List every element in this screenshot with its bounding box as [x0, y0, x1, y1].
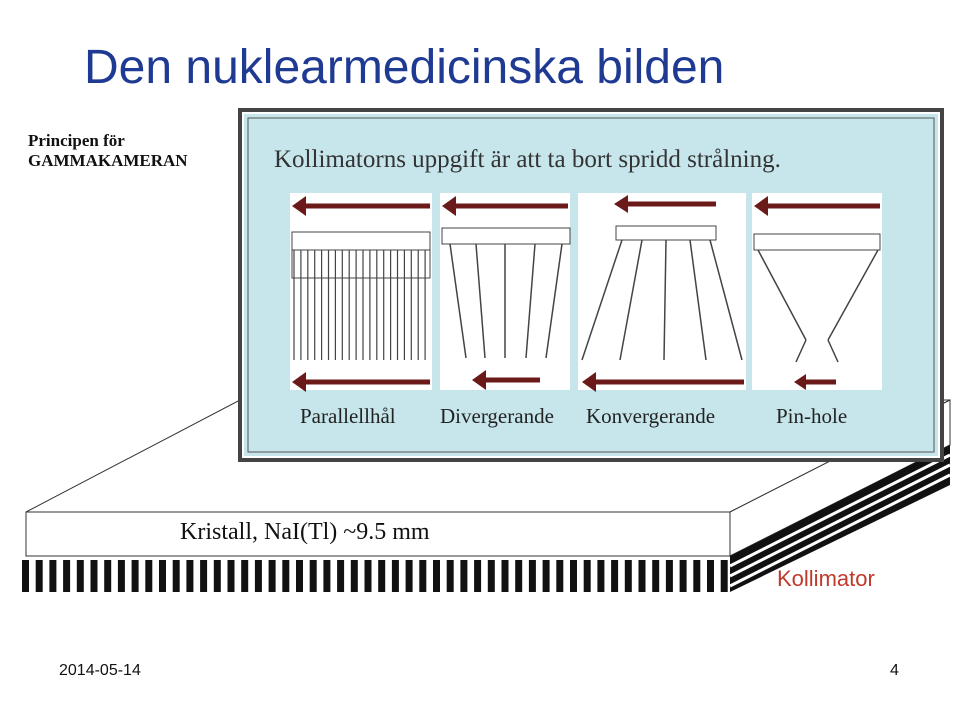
collimator-septum — [255, 560, 262, 592]
slide-title: Den nuklearmedicinska bilden — [84, 41, 725, 94]
collimator-septum — [611, 560, 618, 592]
collimator-septum — [474, 560, 481, 592]
collimator-septum — [433, 560, 440, 592]
collimator-septum — [77, 560, 84, 592]
collimator-septum — [351, 560, 358, 592]
collimator-septum — [570, 560, 577, 592]
subtitle-line-1: Principen för — [28, 131, 125, 150]
label-parallel: Parallellhål — [300, 404, 396, 428]
collimator-septum — [269, 560, 276, 592]
panel-heading: Kollimatorns uppgift är att ta bort spridd strålning. — [274, 146, 781, 173]
collimator-septum — [228, 560, 235, 592]
divergent-collimator-diagram — [440, 193, 570, 390]
label-pinhole: Pin-hole — [776, 404, 848, 428]
collimator-septum — [693, 560, 700, 592]
collimator-septum — [282, 560, 289, 592]
collimator-septum — [214, 560, 221, 592]
collimator-septum — [707, 560, 714, 592]
collimator-septum — [543, 560, 550, 592]
collimator-septum — [296, 560, 303, 592]
collimator-septum — [721, 560, 728, 592]
collimator-septum — [241, 560, 248, 592]
collimator-septum — [36, 560, 43, 592]
collimator-septum — [515, 560, 522, 592]
collimator-septum — [625, 560, 632, 592]
collimator-septum — [556, 560, 563, 592]
collimator-label: Kollimator — [777, 566, 875, 591]
collimator-septum — [132, 560, 139, 592]
collimator-septum — [200, 560, 207, 592]
collimator-septum — [63, 560, 70, 592]
collimator-septum — [365, 560, 372, 592]
parallel-collimator-diagram — [290, 193, 432, 392]
collimator-septum — [584, 560, 591, 592]
collimator-septum — [22, 560, 29, 592]
collimator-septum — [310, 560, 317, 592]
collimator-septum — [639, 560, 646, 592]
collimator-septum — [337, 560, 344, 592]
collimator-septum — [173, 560, 180, 592]
label-convergent: Konvergerande — [586, 404, 716, 428]
collimator-septum — [323, 560, 330, 592]
collimator-septum — [159, 560, 166, 592]
collimator-septum — [145, 560, 152, 592]
collimator-septum — [502, 560, 509, 592]
collimator-septum — [666, 560, 673, 592]
collimator-front-septa — [22, 560, 728, 592]
footer-date: 2014-05-14 — [59, 662, 141, 679]
collimator-septum — [680, 560, 687, 592]
crystal-label: Kristall, NaI(Tl) ~9.5 mm — [180, 519, 430, 545]
subtitle-line-2: GAMMAKAMERAN — [28, 151, 188, 170]
collimator-septum — [419, 560, 426, 592]
collimator-septum — [104, 560, 111, 592]
collimator-septum — [406, 560, 413, 592]
pinhole-collimator-diagram — [752, 193, 882, 390]
collimator-septum — [597, 560, 604, 592]
collimator-septum — [652, 560, 659, 592]
collimator-septum — [447, 560, 454, 592]
page-number: 4 — [890, 662, 899, 679]
convergent-collimator-diagram — [578, 193, 746, 392]
collimator-septum — [91, 560, 98, 592]
collimator-septum — [378, 560, 385, 592]
collimator-septum — [49, 560, 56, 592]
collimator-septum — [488, 560, 495, 592]
collimator-septum — [186, 560, 193, 592]
collimator-septum — [460, 560, 467, 592]
collimator-septum — [529, 560, 536, 592]
collimator-septum — [118, 560, 125, 592]
collimator-septum — [392, 560, 399, 592]
label-divergent: Divergerande — [440, 404, 554, 428]
